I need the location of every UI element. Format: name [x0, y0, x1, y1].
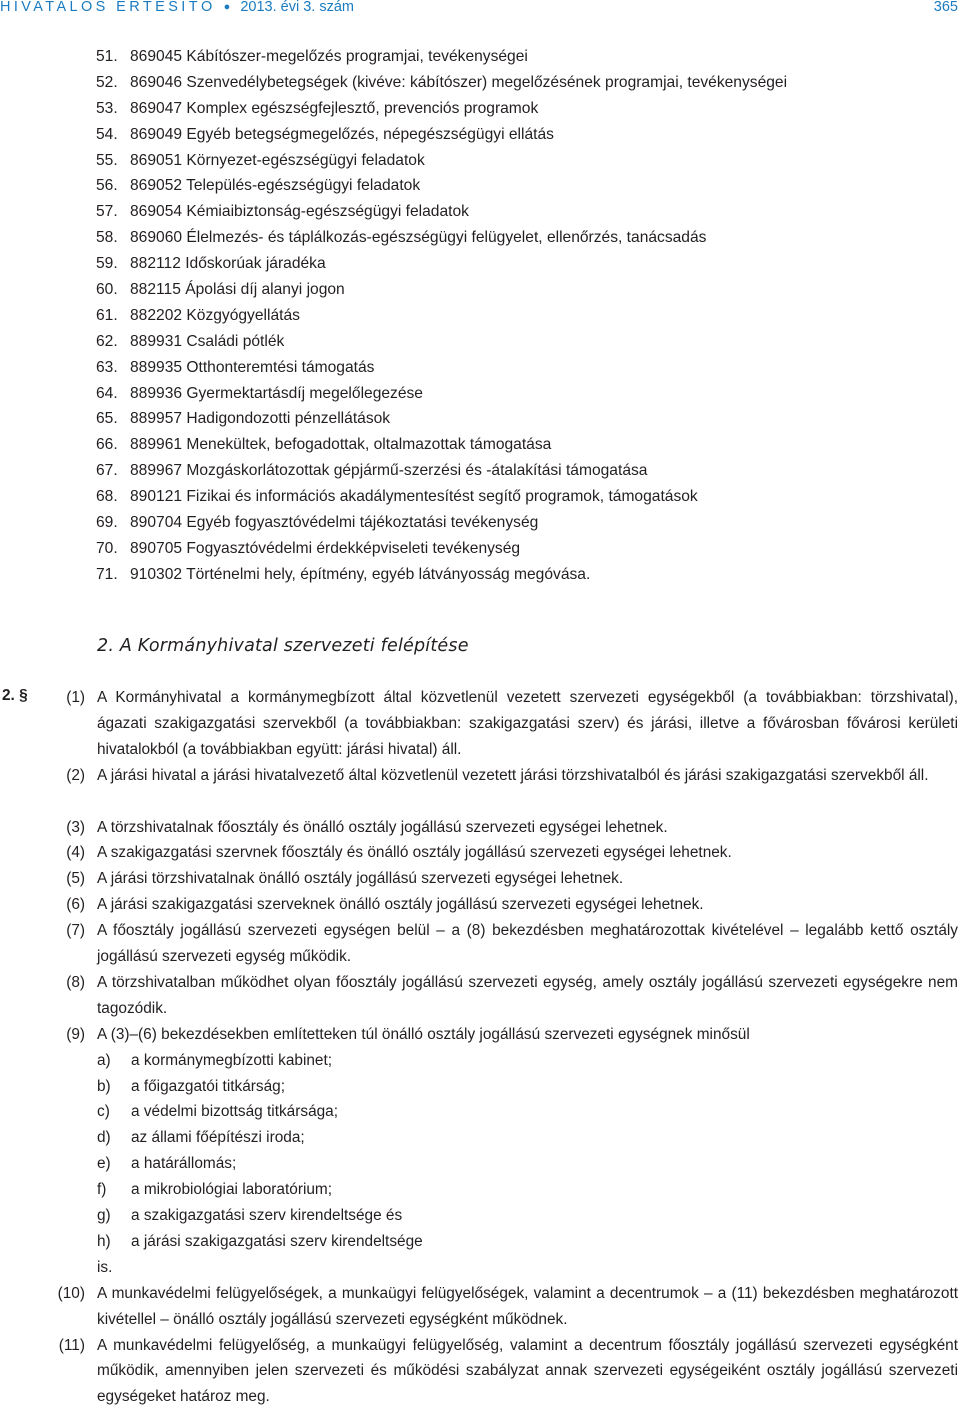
item-text: az állami főépítészi iroda; [131, 1129, 305, 1146]
header-journal-line [0, 0, 354, 15]
list-item-number: 71. [96, 562, 130, 588]
paragraph-number: (11) [0, 1333, 85, 1359]
list-item [96, 225, 787, 251]
paragraph-text: A járási szakigazgatási szerveknek önálló osztály jogállású szervezeti egységei lehetnek. [97, 892, 958, 918]
list-item-text: 890704 Egyéb fogyasztóvédelmi tájékoztatási tevékenység [130, 514, 538, 531]
list-item-number: 66. [96, 432, 130, 458]
list-item-text: 890705 Fogyasztóvédelmi érdekképviseleti tevékenység [130, 540, 520, 557]
paragraph-text: A munkavédelmi felügyelőségek, a munkaügyi felügyelőségek, valamint a decentrumok – a (11) bekezdésben meghatározott kivétellel – önálló osztály jogállású szervezeti egységként működnek. [97, 1281, 958, 1333]
list-item-text: 869045 Kábítószer-megelőzés programjai, tevékenységei [130, 48, 528, 65]
list-item-number: 54. [96, 122, 130, 148]
list-item [96, 406, 787, 432]
section-heading: 2. A Kormányhivatal szervezeti felépítése [97, 636, 469, 656]
list-item-text: 882202 Közgyógyellátás [130, 307, 300, 324]
list-item [96, 381, 787, 407]
list-item [96, 148, 787, 174]
list-item-text: 869060 Élelmezés- és táplálkozás-egészségügyi felügyelet, ellenőrzés, tanácsadás [130, 229, 706, 246]
journal-title: HIVATALOS ÉRTESÍTŐ [0, 0, 216, 15]
list-item-number: 64. [96, 381, 130, 407]
list-item [96, 199, 787, 225]
page-number: 365 [934, 0, 958, 15]
paragraph-text: A (3)–(6) bekezdésekben említetteken túl önálló osztály jogállású szervezeti egységnek minősül [97, 1022, 958, 1048]
paragraph-number: (7) [0, 918, 85, 944]
section-mark: 2. § [2, 687, 28, 705]
list-item [96, 562, 787, 588]
paragraph-text: A törzshivatalnak főosztály és önálló osztály jogállású szervezeti egységei lehetnek. [97, 815, 958, 841]
list-item-number: 63. [96, 355, 130, 381]
paragraph-text: A törzshivatalban működhet olyan főosztály jogállású szervezeti egység, amely osztály jogállású szervezeti egységekre nem tagozódik. [97, 970, 958, 1022]
list-item-text: 889957 Hadigondozotti pénzellátások [130, 410, 390, 427]
list-item [96, 277, 787, 303]
list-item [96, 484, 787, 510]
item-text: a kormánymegbízotti kabinet; [131, 1052, 332, 1069]
page-header [0, 0, 960, 28]
paragraph-text: A járási hivatal a járási hivatalvezető által közvetlenül vezetett járási törzshivatalból és járási szakigazgatási szervekből áll. [97, 763, 958, 789]
paragraph-text: A szakigazgatási szervnek főosztály és önálló osztály jogállású szervezeti egységei lehetnek. [97, 840, 958, 866]
list-item-number: 59. [96, 251, 130, 277]
list-item-number: 68. [96, 484, 130, 510]
list-item [96, 70, 787, 96]
list-item [96, 458, 787, 484]
list-item-number: 56. [96, 173, 130, 199]
list-item-number: 62. [96, 329, 130, 355]
list-item [96, 173, 787, 199]
list-item [97, 1203, 402, 1229]
list-item-text: 869047 Komplex egészségfejlesztő, prevenciós programok [130, 100, 538, 117]
list-item [97, 1074, 285, 1100]
list-item [97, 1229, 423, 1255]
list-item [96, 432, 787, 458]
paragraph-number: (6) [0, 892, 85, 918]
list-item-text: 889961 Menekültek, befogadottak, oltalmazottak támogatása [130, 436, 551, 453]
item-letter: c) [97, 1099, 131, 1125]
list-item-text: 869052 Település-egészségügyi feladatok [130, 177, 420, 194]
paragraph-number: (4) [0, 840, 85, 866]
list-item-text: 869054 Kémiaibiztonság-egészségügyi feladatok [130, 203, 469, 220]
item-text: a szakigazgatási szerv kirendeltsége és [131, 1207, 402, 1224]
activity-list [96, 44, 787, 588]
paragraph-number: (5) [0, 866, 85, 892]
item-text: a járási szakigazgatási szerv kirendeltsége [131, 1233, 423, 1250]
item-letter: d) [97, 1125, 131, 1151]
list-item-number: 57. [96, 199, 130, 225]
item-letter: e) [97, 1151, 131, 1177]
list-item [97, 1125, 305, 1151]
bullet-icon: ● [224, 1, 231, 13]
item-text: a határállomás; [131, 1155, 236, 1172]
list-item-number: 55. [96, 148, 130, 174]
issue-label: 2013. évi 3. szám [240, 0, 354, 15]
paragraph-number: (2) [0, 763, 85, 789]
list-item [96, 122, 787, 148]
item-letter: f) [97, 1177, 131, 1203]
list-item-text: 889935 Otthonteremtési támogatás [130, 359, 374, 376]
paragraph-number: (9) [0, 1022, 85, 1048]
list-item-text: 882112 Időskorúak járadéka [130, 255, 326, 272]
list-item-number: 65. [96, 406, 130, 432]
list-item [96, 536, 787, 562]
paragraph-number: (10) [0, 1281, 85, 1307]
list-item [96, 44, 787, 70]
paragraph-text: A Kormányhivatal a kormánymegbízott által közvetlenül vezetett szervezeti egységekből (a továbbiakban: törzshivatal), ágazati szakigazgatási szervekből (a továbbiakban: szakigazgatási szerv) és járási, illetve a fővárosban fővárosi kerületi hivatalokból (a továbbiakban együtt: járási hivatal) áll. [97, 685, 958, 763]
list-item-number: 52. [96, 70, 130, 96]
list-item-number: 70. [96, 536, 130, 562]
list-item [97, 1151, 236, 1177]
list-item-number: 53. [96, 96, 130, 122]
list-item [96, 329, 787, 355]
paragraph-text: A munkavédelmi felügyelőség, a munkaügyi felügyelőség, valamint a decentrum főosztály jogállású szervezeti egységként működik, amennyiben jelen szervezeti és működési szabályzat annak szervezeti egységeiként osztály jogállású szervezeti egységeket határoz meg. [97, 1333, 958, 1410]
paragraph-number: (1) [0, 685, 85, 711]
list-item-number: 61. [96, 303, 130, 329]
list-item-number: 60. [96, 277, 130, 303]
item-letter: a) [97, 1048, 131, 1074]
list-item [97, 1099, 338, 1125]
item-letter: h) [97, 1229, 131, 1255]
item-text: a mikrobiológiai laboratórium; [131, 1181, 332, 1198]
list-item-text: 889931 Családi pótlék [130, 333, 284, 350]
item-letter: b) [97, 1074, 131, 1100]
list-item-text: 869046 Szenvedélybetegségek (kivéve: kábítószer) megelőzésének programjai, tevékenységei [130, 74, 787, 91]
list-item [96, 251, 787, 277]
list-item [96, 96, 787, 122]
list-item [96, 510, 787, 536]
list-item-text: 869049 Egyéb betegségmegelőzés, népegészségügyi ellátás [130, 126, 554, 143]
list-item [96, 303, 787, 329]
list-item-text: 889936 Gyermektartásdíj megelőlegezése [130, 385, 423, 402]
list-item-text: 890121 Fizikai és információs akadálymentesítést segítő programok, támogatások [130, 488, 698, 505]
item-text: a főigazgatói titkárság; [131, 1078, 285, 1095]
list-item-number: 69. [96, 510, 130, 536]
list-item-text: 882115 Ápolási díj alanyi jogon [130, 281, 345, 298]
list-item-number: 58. [96, 225, 130, 251]
paragraph-number: (3) [0, 815, 85, 841]
list-item [97, 1177, 332, 1203]
list-item-text: 889967 Mozgáskorlátozottak gépjármű-szerzési és -átalakítási támogatása [130, 462, 647, 479]
list-item [97, 1048, 332, 1074]
list-item [96, 355, 787, 381]
list-item-number: 67. [96, 458, 130, 484]
list-tail: is. [97, 1255, 112, 1281]
paragraph-text: A járási törzshivatalnak önálló osztály jogállású szervezeti egységei lehetnek. [97, 866, 958, 892]
paragraph-number: (8) [0, 970, 85, 996]
item-letter: g) [97, 1203, 131, 1229]
list-item-text: 910302 Történelmi hely, építmény, egyéb látványosság megóvása. [130, 566, 590, 583]
paragraph-text: A főosztály jogállású szervezeti egységen belül – a (8) bekezdésben meghatározottak kivételével – legalább kettő osztály jogállású szervezeti egység működik. [97, 918, 958, 970]
item-text: a védelmi bizottság titkársága; [131, 1103, 338, 1120]
list-item-text: 869051 Környezet-egészségügyi feladatok [130, 152, 425, 169]
list-item-number: 51. [96, 44, 130, 70]
